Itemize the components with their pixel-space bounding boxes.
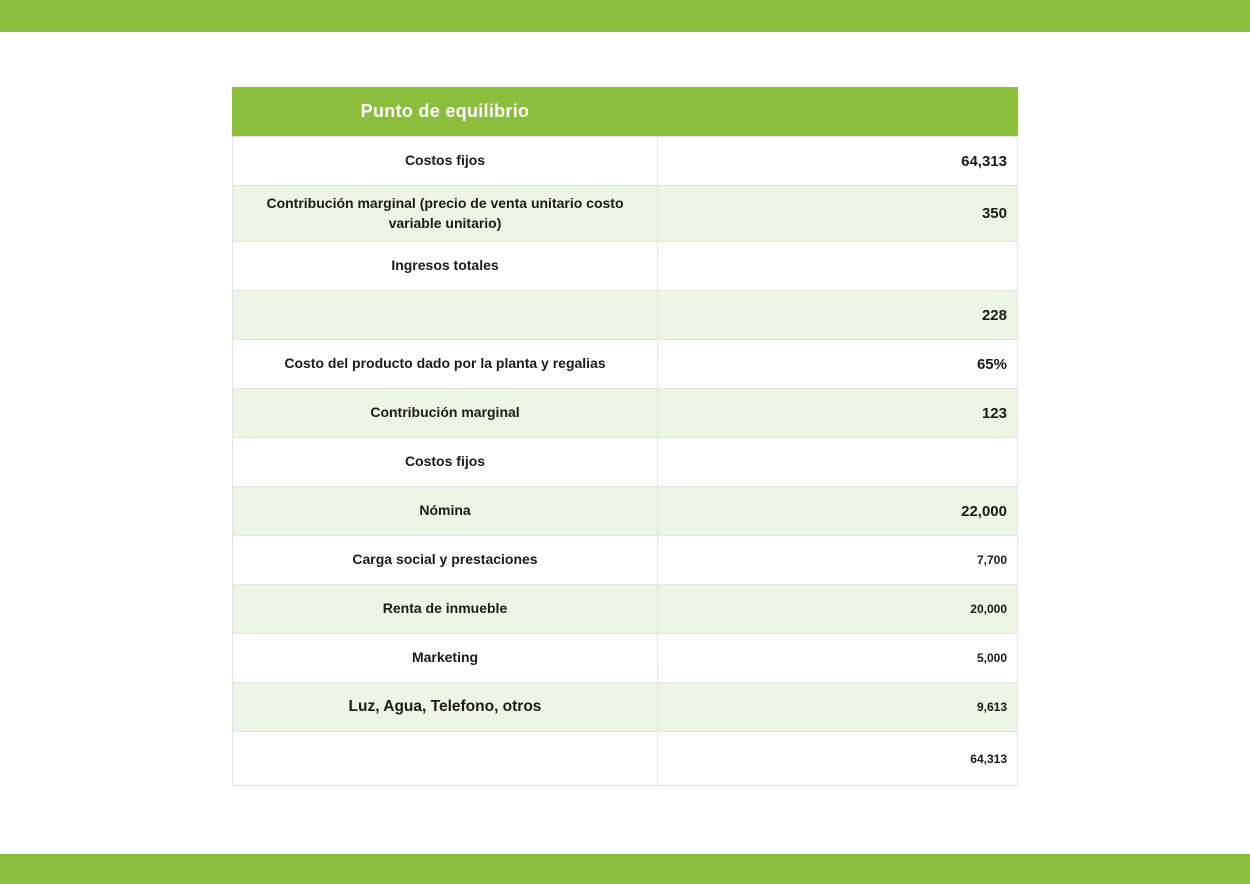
row-value: 123 bbox=[981, 404, 1007, 422]
row-label: Costo del producto dado por la planta y regalias bbox=[233, 340, 658, 388]
row-label: Nómina bbox=[233, 487, 658, 535]
table-row bbox=[233, 388, 1017, 437]
row-value: 5,000 bbox=[976, 651, 1007, 666]
table-row bbox=[233, 633, 1017, 682]
table-row bbox=[233, 185, 1017, 241]
row-label bbox=[233, 291, 658, 339]
row-value: 9,613 bbox=[976, 700, 1007, 715]
table-header-spacer bbox=[658, 87, 1017, 136]
table-body bbox=[233, 136, 1017, 785]
table-row bbox=[233, 584, 1017, 633]
row-label: Marketing bbox=[233, 634, 658, 682]
row-value: 228 bbox=[981, 306, 1007, 324]
row-label: Contribución marginal bbox=[233, 389, 658, 437]
table-header bbox=[232, 87, 1018, 136]
top-accent-bar bbox=[0, 0, 1250, 32]
row-label: Ingresos totales bbox=[233, 242, 658, 290]
row-value: 64,313 bbox=[970, 751, 1007, 766]
row-label: Costos fijos bbox=[233, 137, 658, 185]
table-row bbox=[233, 290, 1017, 339]
table-row bbox=[233, 682, 1017, 731]
table-row bbox=[233, 486, 1017, 535]
table-row bbox=[233, 241, 1017, 290]
row-value bbox=[658, 438, 1017, 486]
table-row bbox=[233, 731, 1017, 785]
table-row bbox=[233, 437, 1017, 486]
row-label: Renta de inmueble bbox=[233, 585, 658, 633]
table-row bbox=[233, 535, 1017, 584]
row-value bbox=[658, 242, 1017, 290]
row-value: 7,700 bbox=[976, 553, 1007, 568]
row-label: Luz, Agua, Telefono, otros bbox=[233, 683, 658, 731]
table-row bbox=[233, 136, 1017, 185]
row-label: Carga social y prestaciones bbox=[233, 536, 658, 584]
table-title: Punto de equilibrio bbox=[360, 101, 530, 121]
row-value: 350 bbox=[981, 205, 1007, 223]
table-row bbox=[233, 339, 1017, 388]
row-value: 65% bbox=[976, 355, 1007, 373]
row-label: Contribución marginal (precio de venta unitario costo variable unitario) bbox=[233, 186, 658, 241]
row-value: 22,000 bbox=[961, 502, 1007, 520]
row-label bbox=[233, 732, 658, 785]
bottom-accent-bar bbox=[0, 854, 1250, 884]
breakeven-table bbox=[232, 88, 1018, 786]
row-label: Costos fijos bbox=[233, 438, 658, 486]
row-value: 20,000 bbox=[970, 602, 1007, 617]
row-value: 64,313 bbox=[961, 152, 1007, 170]
